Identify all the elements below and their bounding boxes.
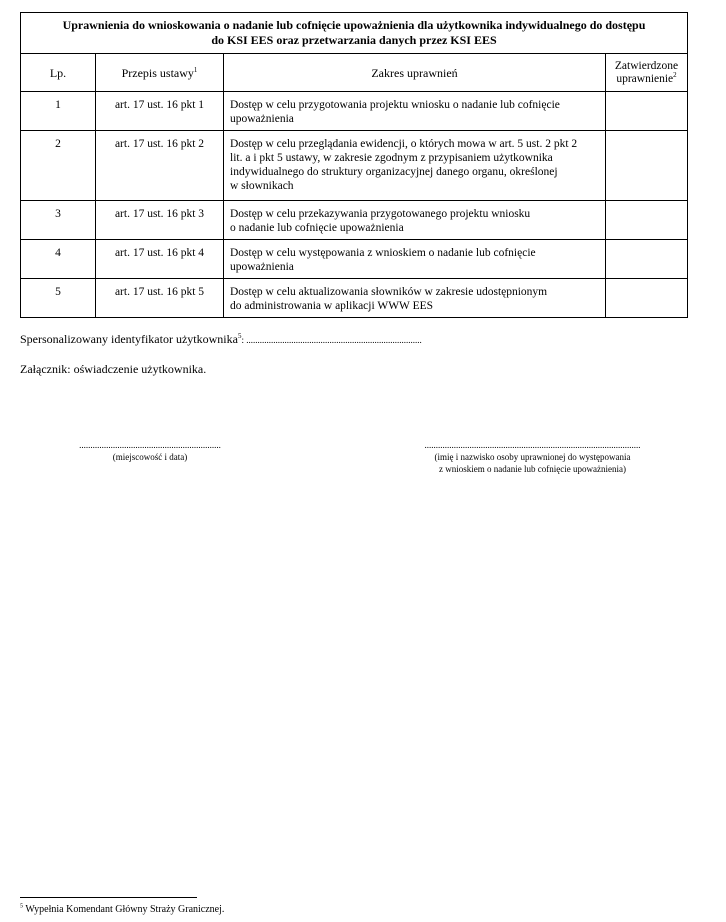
row-scope-line: Dostęp w celu występowania z wnioskiem o nadanie lub cofnięcie <box>230 247 536 259</box>
row-scope-line: lit. a i pkt 5 ustawy, w zakresie zgodnym z przypisaniem użytkownika <box>230 152 553 164</box>
row-lp: 5 <box>21 279 96 318</box>
footnote-ref-1: 1 <box>193 65 198 74</box>
table-row <box>21 131 688 201</box>
identifier-line <box>20 332 422 347</box>
footnote-text: Wypełnia Komendant Główny Straży Granicznej. <box>23 904 225 915</box>
row-law: art. 17 ust. 16 pkt 4 <box>96 240 224 279</box>
footnote-number: 5 <box>20 903 23 910</box>
signature-right <box>400 439 665 475</box>
table-row <box>21 240 688 279</box>
row-scope <box>224 279 606 318</box>
row-scope-line: Dostęp w celu aktualizowania słowników w zakresie udostępnionym <box>230 286 548 298</box>
row-scope <box>224 92 606 131</box>
footnote <box>20 904 224 915</box>
header-approved <box>606 54 688 92</box>
row-law: art. 17 ust. 16 pkt 1 <box>96 92 224 131</box>
authorized-person-caption-line1: (imię i nazwisko osoby uprawnionej do występowania <box>434 452 631 462</box>
header-law-label: Przepis ustawy <box>121 65 194 80</box>
authorized-person-caption-line2: z wnioskiem o nadanie lub cofnięcie upoważnienia) <box>439 464 626 474</box>
row-scope-line: upoważnienia <box>230 113 294 125</box>
table-title-line2: do KSI EES oraz przetwarzania danych przez KSI EES <box>211 33 497 47</box>
header-scope: Zakres uprawnień <box>224 54 606 92</box>
row-scope-line: w słownikach <box>230 180 294 192</box>
table-row <box>21 279 688 318</box>
permissions-table <box>20 12 688 318</box>
row-scope <box>224 201 606 240</box>
table-title-line1: Uprawnienia do wnioskowania o nadanie lub cofnięcie upoważnienia dla użytkownika indywidualnego do dostępu <box>62 18 646 32</box>
row-scope-line: Dostęp w celu przygotowania projektu wniosku o nadanie lub cofnięcie <box>230 99 560 111</box>
row-scope <box>224 131 606 201</box>
row-law: art. 17 ust. 16 pkt 3 <box>96 201 224 240</box>
row-scope-line: Dostęp w celu przekazywania przygotowanego projektu wniosku <box>230 208 531 220</box>
row-scope-line: indywidualnego do struktury organizacyjnej danego organu, określonej <box>230 166 558 178</box>
footnote-ref-2: 2 <box>673 70 677 79</box>
place-date-caption: (miejscowość i data) <box>112 452 188 462</box>
row-scope-line: do administrowania w aplikacji WWW EES <box>230 300 434 312</box>
footnote-divider <box>20 897 197 898</box>
row-scope-line: o nadanie lub cofnięcie upoważnienia <box>230 222 404 234</box>
row-lp: 1 <box>21 92 96 131</box>
row-lp: 3 <box>21 201 96 240</box>
place-date-field[interactable]: ............................................................... <box>79 440 221 450</box>
row-scope <box>224 240 606 279</box>
signature-left <box>50 439 250 463</box>
row-approved-cell[interactable] <box>606 240 688 279</box>
row-scope-line: upoważnienia <box>230 261 294 273</box>
row-scope-line: Dostęp w celu przeglądania ewidencji, o których mowa w art. 5 ust. 2 pkt 2 <box>230 138 578 150</box>
row-lp: 4 <box>21 240 96 279</box>
authorized-person-field[interactable]: ................................................................................................ <box>424 440 641 450</box>
footnote-ref-5: 5 <box>237 332 242 340</box>
row-law: art. 17 ust. 16 pkt 5 <box>96 279 224 318</box>
identifier-label: Spersonalizowany identyfikator użytkownika <box>20 332 238 346</box>
row-approved-cell[interactable] <box>606 201 688 240</box>
table-row <box>21 201 688 240</box>
header-approved-line2: uprawnienie <box>616 72 674 85</box>
table-title <box>21 13 688 54</box>
row-approved-cell[interactable] <box>606 131 688 201</box>
header-approved-line1: Zatwierdzone <box>614 59 679 72</box>
row-lp: 2 <box>21 131 96 201</box>
table-row <box>21 92 688 131</box>
row-approved-cell[interactable] <box>606 279 688 318</box>
identifier-field[interactable]: : .............................................................................. <box>241 335 422 345</box>
header-law <box>96 54 224 92</box>
row-approved-cell[interactable] <box>606 92 688 131</box>
row-law: art. 17 ust. 16 pkt 2 <box>96 131 224 201</box>
header-lp: Lp. <box>21 54 96 92</box>
attachment-note: Załącznik: oświadczenie użytkownika. <box>20 362 207 376</box>
